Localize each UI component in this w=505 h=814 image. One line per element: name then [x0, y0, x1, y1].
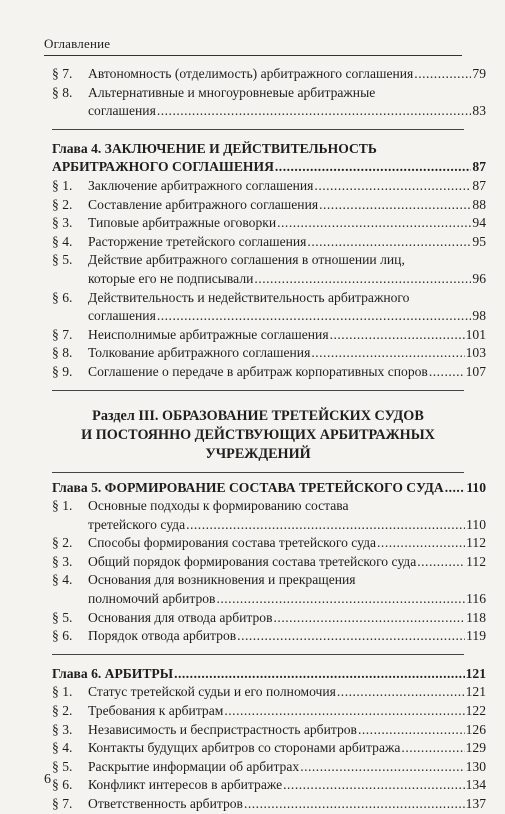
- chapter-heading[interactable]: [52, 140, 486, 159]
- entry-title: Заключение арбитражного соглашения: [88, 177, 314, 193]
- leader-dots: [275, 158, 472, 177]
- entry-number: § 8.: [52, 84, 73, 100]
- chapter-heading-continuation[interactable]: [52, 158, 486, 177]
- entry-page: 112: [466, 535, 486, 551]
- entry-page: 112: [466, 553, 486, 569]
- leader-dots: [283, 776, 464, 795]
- entry-title: Толкование арбитражного соглашения: [88, 345, 311, 361]
- entry-page: 119: [466, 628, 486, 644]
- entry-page: 101: [465, 326, 486, 342]
- entry-title: Независимость и беспристрастность арбитров: [88, 721, 357, 737]
- toc-entry[interactable]: [52, 65, 486, 84]
- part-heading[interactable]: [52, 407, 464, 464]
- toc-entry[interactable]: [52, 84, 486, 103]
- part-title-line1: Раздел III. ОБРАЗОВАНИЕ ТРЕТЕЙСКИХ СУДОВ: [92, 407, 424, 424]
- entry-title-line2: соглашения: [88, 308, 156, 324]
- leader-dots: [254, 270, 471, 289]
- entry-number: § 1.: [52, 498, 73, 514]
- entry-title: Типовые арбитражные оговорки: [88, 215, 277, 231]
- entry-title: Ответственность арбитров: [88, 796, 243, 811]
- toc-entry[interactable]: [52, 758, 486, 777]
- entry-title: Расторжение третейского соглашения: [88, 233, 307, 249]
- entry-number: § 7.: [52, 796, 73, 811]
- toc-entry[interactable]: [52, 214, 486, 233]
- toc-entry-continuation[interactable]: [52, 516, 486, 535]
- entry-page: 98: [472, 308, 486, 324]
- entry-page: 96: [472, 270, 486, 286]
- toc-entry[interactable]: [52, 627, 486, 646]
- part-title-line3: УЧРЕЖДЕНИЙ: [205, 445, 311, 462]
- toc-entry[interactable]: [52, 609, 486, 628]
- entry-page: 122: [465, 703, 486, 719]
- entry-page: 137: [465, 796, 486, 811]
- entry-page: 126: [465, 721, 486, 737]
- entry-title-line2: соглашения: [88, 103, 156, 119]
- entry-title: Автономность (отделимость) арбитражного соглашения: [88, 66, 414, 81]
- part-title-line2: И ПОСТОЯННО ДЕЙСТВУЮЩИХ АРБИТРАЖНЫХ: [81, 426, 435, 443]
- leader-dots: [300, 758, 464, 777]
- toc-entry[interactable]: [52, 534, 486, 553]
- entry-page: 134: [465, 777, 486, 793]
- leader-dots: [319, 196, 471, 215]
- entry-title-line2: третейского суда: [88, 516, 186, 532]
- chapter-title: Глава 5. ФОРМИРОВАНИЕ СОСТАВА ТРЕТЕЙСКОГО СУДА: [52, 479, 444, 495]
- entry-page: 129: [465, 740, 486, 756]
- entry-title: Требования к арбитрам: [88, 703, 224, 719]
- entry-number: § 6.: [52, 628, 73, 644]
- entry-page: 95: [472, 233, 486, 249]
- table-of-contents: [52, 65, 486, 814]
- entry-title-line1: Основные подходы к формированию состава: [88, 498, 349, 514]
- entry-title: Контакты будущих арбитров со сторонами арбитража: [88, 740, 401, 756]
- leader-dots: [174, 665, 465, 684]
- entry-page: 130: [465, 758, 486, 774]
- toc-entry[interactable]: [52, 776, 486, 795]
- leader-dots: [377, 534, 465, 553]
- entry-page: 87: [472, 177, 486, 193]
- header-rule: [44, 55, 462, 56]
- entry-number: § 6.: [52, 289, 73, 305]
- entry-title: Общий порядок формирования состава третейского суда: [88, 553, 417, 569]
- entry-number: § 9.: [52, 363, 73, 379]
- entry-title-line1: Действительность и недействительность арбитражного: [88, 289, 410, 305]
- entry-page: 94: [472, 215, 486, 231]
- section-divider: [52, 129, 464, 130]
- entry-number: § 7.: [52, 326, 73, 342]
- entry-title: Конфликт интересов в арбитраже: [88, 777, 283, 793]
- entry-page: 116: [466, 591, 486, 607]
- entry-title-line2: которые его не подписывали: [88, 270, 254, 286]
- chapter-page: 121: [465, 665, 486, 681]
- entry-number: § 7.: [52, 66, 73, 81]
- entry-page: 110: [466, 516, 486, 532]
- entry-title-line2: полномочий арбитров: [88, 591, 216, 607]
- toc-entry[interactable]: [52, 739, 486, 758]
- entry-title: Раскрытие информации об арбитрах: [88, 758, 300, 774]
- chapter-page: 110: [466, 479, 486, 495]
- leader-dots: [157, 307, 472, 326]
- page-number: 6: [44, 772, 51, 787]
- toc-entry[interactable]: [52, 344, 486, 363]
- entry-number: § 1.: [52, 177, 73, 193]
- entry-title: Составление арбитражного соглашения: [88, 196, 319, 212]
- leader-dots: [244, 795, 465, 814]
- entry-page: 79: [472, 66, 486, 81]
- entry-number: § 3.: [52, 553, 73, 569]
- leader-dots: [417, 553, 465, 572]
- entry-number: § 8.: [52, 345, 73, 361]
- entry-title: Неисполнимые арбитражные соглашения: [88, 326, 329, 342]
- entry-page: 107: [465, 363, 486, 379]
- leader-dots: [445, 479, 466, 498]
- entry-title: Способы формирования состава третейского суда: [88, 535, 377, 551]
- toc-entry[interactable]: [52, 363, 486, 382]
- toc-entry-continuation[interactable]: [52, 102, 486, 121]
- entry-number: § 3.: [52, 721, 73, 737]
- leader-dots: [358, 721, 465, 740]
- entry-title-line1: Альтернативные и многоуровневые арбитражные: [88, 84, 376, 100]
- entry-page: 103: [465, 345, 486, 361]
- section-divider: [52, 654, 464, 655]
- toc-entry[interactable]: [52, 571, 486, 590]
- leader-dots: [277, 214, 471, 233]
- entry-number: § 2.: [52, 196, 73, 212]
- toc-entry[interactable]: [52, 326, 486, 345]
- entry-number: § 4.: [52, 572, 73, 588]
- leader-dots: [330, 326, 465, 345]
- entry-page: 88: [472, 196, 486, 212]
- entry-title-line1: Основания для возникновения и прекращения: [88, 572, 356, 588]
- toc-entry-continuation[interactable]: [52, 590, 486, 609]
- toc-entry-continuation[interactable]: [52, 270, 486, 289]
- entry-number: § 3.: [52, 215, 73, 231]
- toc-entry[interactable]: [52, 553, 486, 572]
- toc-entry[interactable]: [52, 702, 486, 721]
- leader-dots: [311, 344, 464, 363]
- chapter-title: Глава 6. АРБИТРЫ: [52, 665, 174, 681]
- toc-entry[interactable]: [52, 196, 486, 215]
- entry-page: 121: [465, 684, 486, 700]
- entry-number: § 4.: [52, 740, 73, 756]
- toc-entry[interactable]: [52, 795, 486, 814]
- chapter-page: 87: [472, 159, 486, 175]
- leader-dots: [224, 702, 464, 721]
- running-head: Оглавление: [44, 36, 111, 51]
- leader-dots: [401, 739, 464, 758]
- chapter-title-line1: Глава 4. ЗАКЛЮЧЕНИЕ И ДЕЙСТВИТЕЛЬНОСТЬ: [52, 140, 377, 156]
- entry-number: § 5.: [52, 252, 73, 268]
- toc-entry[interactable]: [52, 289, 486, 308]
- section-divider: [52, 390, 464, 391]
- entry-title: Соглашение о передаче в арбитраж корпоративных споров: [88, 363, 428, 379]
- leader-dots: [157, 102, 472, 121]
- leader-dots: [237, 627, 465, 646]
- entry-page: 83: [472, 103, 486, 119]
- entry-number: § 5.: [52, 609, 73, 625]
- toc-entry[interactable]: [52, 233, 486, 252]
- leader-dots: [429, 363, 465, 382]
- leader-dots: [414, 65, 471, 84]
- leader-dots: [216, 590, 465, 609]
- leader-dots: [314, 177, 471, 196]
- entry-page: 118: [466, 609, 486, 625]
- leader-dots: [337, 683, 465, 702]
- entry-number: § 6.: [52, 777, 73, 793]
- toc-entry[interactable]: [52, 177, 486, 196]
- entry-title-line1: Действие арбитражного соглашения в отношении лиц,: [88, 252, 405, 268]
- entry-number: § 5.: [52, 758, 73, 774]
- toc-entry-continuation[interactable]: [52, 307, 486, 326]
- leader-dots: [274, 609, 466, 628]
- entry-number: § 1.: [52, 684, 73, 700]
- toc-entry[interactable]: [52, 251, 486, 270]
- section-divider: [52, 472, 464, 473]
- entry-number: § 2.: [52, 535, 73, 551]
- entry-number: § 2.: [52, 703, 73, 719]
- toc-entry[interactable]: [52, 497, 486, 516]
- leader-dots: [307, 233, 471, 252]
- entry-title: Порядок отвода арбитров: [88, 628, 237, 644]
- chapter-heading[interactable]: [52, 665, 486, 684]
- chapter-heading[interactable]: [52, 479, 486, 498]
- entry-title: Основания для отвода арбитров: [88, 609, 273, 625]
- entry-title: Статус третейской судьи и его полномочия: [88, 684, 336, 700]
- toc-entry[interactable]: [52, 683, 486, 702]
- leader-dots: [186, 516, 465, 535]
- chapter-title-line2: АРБИТРАЖНОГО СОГЛАШЕНИЯ: [52, 159, 274, 175]
- entry-number: § 4.: [52, 233, 73, 249]
- toc-entry[interactable]: [52, 721, 486, 740]
